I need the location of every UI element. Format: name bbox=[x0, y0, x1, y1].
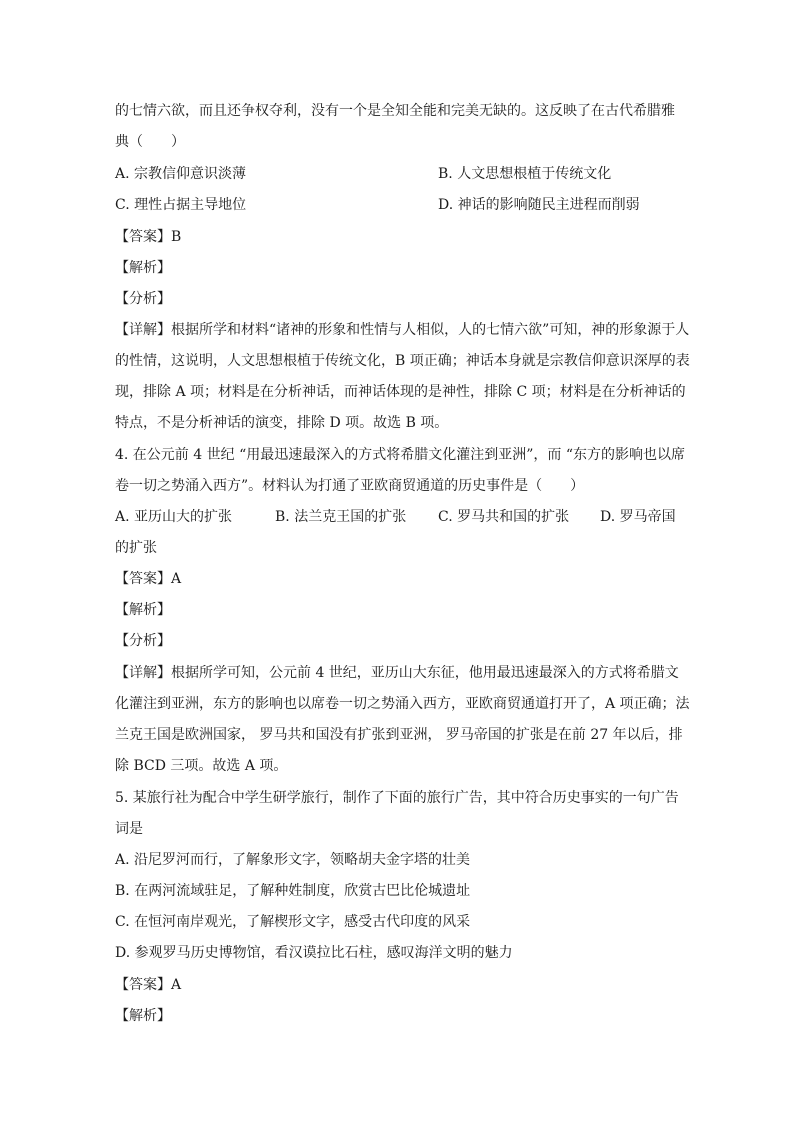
q3-detail-line-3: 现，排除 A 项；材料是在分析神话，而神话体现的是神性，排除 C 项；材料是在分析神话的 bbox=[115, 384, 686, 400]
q3-stem-line-1: 的七情六欲，而且还争权夺利，没有一个是全知全能和完美无缺的。这反映了在古代希腊雅 bbox=[115, 103, 675, 119]
q4-detail-line-4: 除 BCD 三项。故选 A 项。 bbox=[115, 758, 288, 774]
q5-option-a: A. 沿尼罗河而行，了解象形文字，领略胡夫金字塔的壮美 bbox=[115, 852, 471, 868]
q4-option-a: A. 亚历山大的扩张 bbox=[115, 509, 233, 525]
q3-option-c: C. 理性占据主导地位 bbox=[115, 197, 247, 213]
q5-option-b: B. 在两河流域驻足，了解种姓制度，欣赏古巴比伦城遗址 bbox=[115, 883, 471, 899]
q4-option-c: C. 罗马共和国的扩张 bbox=[438, 509, 570, 525]
q3-detail-line-4: 特点，不是分析神话的演变，排除 D 项。故选 B 项。 bbox=[115, 415, 449, 431]
q3-option-b: B. 人文思想根植于传统文化 bbox=[438, 166, 612, 182]
q3-option-a: A. 宗教信仰意识淡薄 bbox=[115, 166, 247, 182]
q4-stem-line-1: 4. 在公元前 4 世纪 “用最迅速最深入的方式将希腊文化灌注到亚洲”，而 “东方的影响也以席 bbox=[115, 447, 685, 463]
q3-fenxi-heading: 【分析】 bbox=[115, 291, 171, 307]
q3-stem-line-2: 典（ ） bbox=[115, 134, 185, 150]
q3-option-d: D. 神话的影响随民主进程而削弱 bbox=[438, 197, 640, 213]
q4-answer: 【答案】A bbox=[115, 571, 182, 587]
q4-fenxi-heading: 【分析】 bbox=[115, 633, 171, 649]
q4-detail-line-3: 兰克王国是欧洲国家， 罗马共和国没有扩张到亚洲， 罗马帝国的扩张是在前 27 年以后，排 bbox=[115, 727, 683, 743]
q4-detail-line-1: 【详解】根据所学可知，公元前 4 世纪，亚历山大东征，他用最迅速最深入的方式将希腊文 bbox=[115, 665, 679, 681]
q5-answer: 【答案】A bbox=[115, 977, 182, 993]
q5-analysis-heading: 【解析】 bbox=[115, 1008, 171, 1024]
q5-stem-line-2: 词是 bbox=[115, 821, 143, 837]
q4-analysis-heading: 【解析】 bbox=[115, 602, 171, 618]
q4-detail-line-2: 化灌注到亚洲，东方的影响也以席卷一切之势涌入西方，亚欧商贸通道打开了，A 项正确；法 bbox=[115, 696, 690, 712]
q3-detail-line-1: 【详解】根据所学和材料“诸神的形象和性情与人相似，人的七情六欲”可知，神的形象源于人 bbox=[115, 322, 690, 338]
q3-answer: 【答案】B bbox=[115, 229, 182, 245]
q5-option-c: C. 在恒河南岸观光，了解楔形文字，感受古代印度的风采 bbox=[115, 914, 471, 930]
q4-stem-line-2: 卷一切之势涌入西方”。材料认为打通了亚欧商贸通道的历史事件是（ ） bbox=[115, 478, 585, 494]
q5-option-d: D. 参观罗马历史博物馆，看汉谟拉比石柱，感叹海洋文明的魅力 bbox=[115, 945, 513, 961]
q4-option-b: B. 法兰克王国的扩张 bbox=[275, 509, 407, 525]
q4-option-d-wrap: 的扩张 bbox=[115, 540, 157, 556]
q3-detail-line-2: 的性情，这说明，人文思想根植于传统文化，B 项正确；神话本身就是宗教信仰意识深厚的表 bbox=[115, 353, 690, 369]
q3-analysis-heading: 【解析】 bbox=[115, 260, 171, 276]
q4-option-d: D. 罗马帝国 bbox=[600, 509, 676, 525]
q5-stem-line-1: 5. 某旅行社为配合中学生研学旅行，制作了下面的旅行广告，其中符合历史事实的一句广告 bbox=[115, 790, 679, 806]
